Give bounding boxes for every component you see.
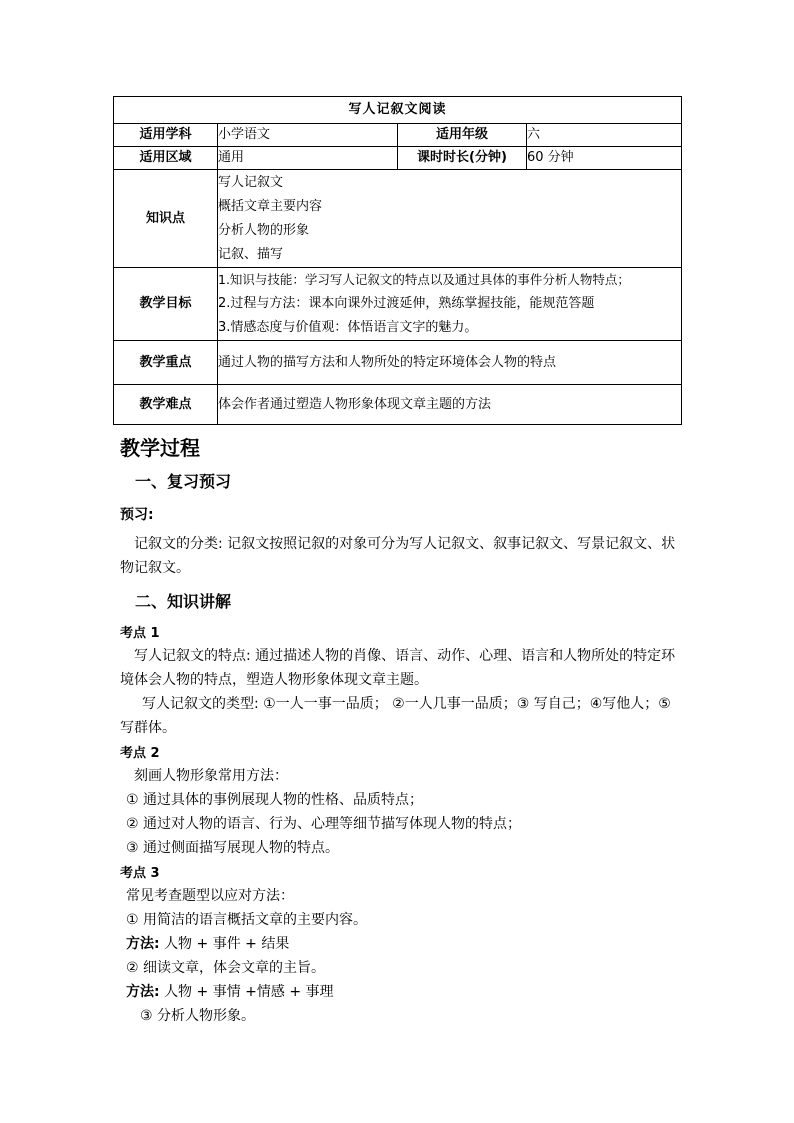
knowledge-label: 知识点	[114, 170, 218, 268]
method-line	[126, 980, 334, 1004]
knowledge-item: 记叙、描写	[218, 246, 284, 262]
kp3-item: ② 细读文章，体会文章的主旨。	[126, 960, 326, 976]
method-line	[126, 932, 289, 956]
duration-value: 60 分钟	[527, 147, 682, 170]
grade-label: 适用年级	[398, 124, 527, 147]
kp2-label: 考点 2	[120, 746, 160, 761]
key-point-label: 教学重点	[114, 341, 218, 385]
region-value: 通用	[218, 147, 398, 170]
knowledge-item: 概括文章主要内容	[218, 198, 323, 214]
goal-item: 3.情感态度与价值观：体悟语言文字的魅力。	[218, 320, 478, 335]
knowledge-item: 写人记叙文	[218, 174, 284, 190]
region-label: 适用区域	[114, 147, 218, 170]
goals-list	[218, 268, 682, 341]
lesson-info-table	[113, 96, 682, 425]
preview-text-line: 物记叙文。	[120, 560, 190, 576]
kp3-label: 考点 3	[120, 866, 160, 881]
subject-value: 小学语文	[218, 124, 398, 147]
kp1-text-line: 写群体。	[120, 720, 176, 736]
key-point-value: 通过人物的描写方法和人物所处的特定环境体会人物的特点	[218, 341, 682, 385]
goals-label: 教学目标	[114, 268, 218, 341]
kp2-item: ① 通过具体的事例展现人物的性格、品质特点；	[126, 792, 423, 808]
kp1-text-line: 境体会人物的特点，塑造人物形象体现文章主题。	[120, 672, 428, 688]
method-text: 人物 + 事情 +情感 + 事理	[164, 984, 334, 1000]
knowledge-item: 分析人物的形象	[218, 222, 310, 238]
process-heading: 教学过程	[120, 436, 200, 460]
knowledge-list	[218, 170, 682, 268]
kp2-item: ③ 通过侧面描写展现人物的特点。	[126, 840, 340, 856]
preview-text-line: 记叙文的分类: 记叙文按照记叙的对象可分为写人记叙文、叙事记叙文、写景记叙文、状	[134, 536, 676, 552]
lesson-title: 写人记叙文阅读	[114, 97, 682, 124]
goal-item: 2.过程与方法：课本向课外过渡延伸，熟练掌握技能，能规范答题	[218, 296, 595, 311]
kp3-item: ③ 分析人物形象。	[140, 1008, 256, 1024]
preview-label: 预习:	[120, 507, 154, 523]
kp2-intro: 刻画人物形象常用方法：	[134, 768, 288, 784]
section-review-heading: 一、复习预习	[135, 472, 232, 491]
kp1-text-line: 写人记叙文的特点: 通过描述人物的肖像、语言、动作、心理、语言和人物所处的特定环	[134, 648, 676, 664]
kp1-text-line: 写人记叙文的类型: ①一人一事一品质； ②一人几事一品质；③ 写自己；④写他人；⑤	[142, 696, 671, 712]
subject-label: 适用学科	[114, 124, 218, 147]
method-label: 方法:	[126, 936, 160, 952]
kp3-intro: 常见考查题型以应对方法：	[126, 888, 294, 904]
kp1-label: 考点 1	[120, 626, 160, 641]
kp2-item: ② 通过对人物的语言、行为、心理等细节描写体现人物的特点；	[126, 816, 521, 832]
section-knowledge-heading: 二、知识讲解	[135, 592, 232, 611]
difficulty-label: 教学难点	[114, 385, 218, 425]
goal-item: 1.知识与技能：学习写人记叙文的特点以及通过具体的事件分析人物特点；	[218, 272, 630, 287]
kp3-item: ① 用简洁的语言概括文章的主要内容。	[126, 912, 367, 928]
grade-value: 六	[527, 124, 682, 147]
difficulty-value: 体会作者通过塑造人物形象体现文章主题的方法	[218, 385, 682, 425]
duration-label: 课时时长(分钟)	[398, 147, 527, 170]
method-text: 人物 + 事件 + 结果	[164, 936, 290, 952]
method-label: 方法:	[126, 984, 160, 1000]
